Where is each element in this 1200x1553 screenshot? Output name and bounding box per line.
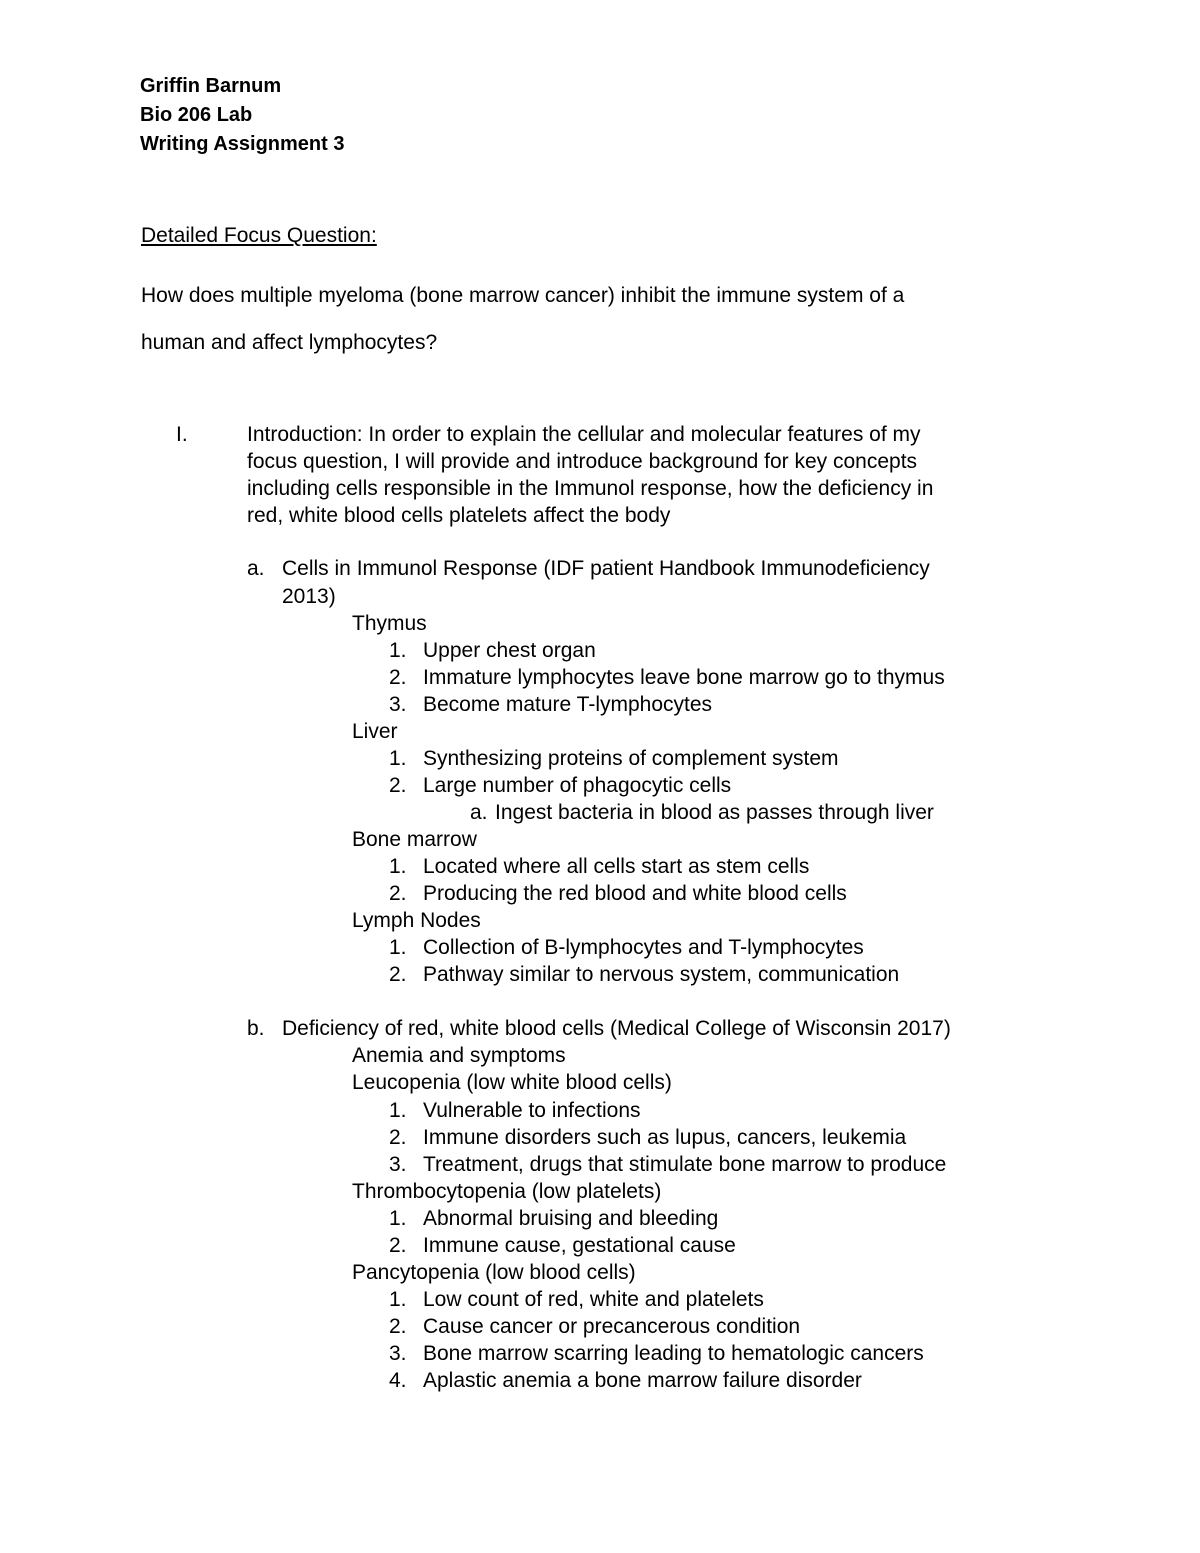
outline-marker: a.: [470, 801, 488, 824]
list-item: Bone marrow scarring leading to hematologic cancers: [423, 1342, 924, 1365]
section-b-title: Deficiency of red, white blood cells (Medical College of Wisconsin 2017): [282, 1017, 951, 1040]
list-item: Pathway similar to nervous system, communication: [423, 963, 900, 986]
list-item: Aplastic anemia a bone marrow failure disorder: [423, 1369, 862, 1392]
list-item: Leucopenia (low white blood cells): [352, 1071, 672, 1094]
list-item: Low count of red, white and platelets: [423, 1288, 764, 1311]
list-item: Upper chest organ: [423, 639, 596, 662]
list-item: Immune disorders such as lupus, cancers, leukemia: [423, 1126, 907, 1149]
list-item: Collection of B-lymphocytes and T-lymphocytes: [423, 936, 864, 959]
assignment-title: Writing Assignment 3: [140, 133, 345, 155]
list-item: Treatment, drugs that stimulate bone marrow to produce: [423, 1153, 947, 1176]
outline-marker: 1.: [389, 1207, 407, 1230]
outline-marker: a.: [247, 557, 265, 580]
outline-marker: 2.: [389, 1315, 407, 1338]
outline-marker: 1.: [389, 1099, 407, 1122]
list-item: Anemia and symptoms: [352, 1044, 566, 1067]
list-item: Thymus: [352, 612, 427, 635]
focus-question-line: How does multiple myeloma (bone marrow cancer) inhibit the immune system of a: [141, 284, 905, 307]
list-item: Located where all cells start as stem cells: [423, 855, 810, 878]
course-name: Bio 206 Lab: [140, 104, 253, 126]
section-a-title: Cells in Immunol Response (IDF patient Handbook Immunodeficiency: [282, 557, 930, 580]
outline-marker: 1.: [389, 1288, 407, 1311]
list-item: Producing the red blood and white blood cells: [423, 882, 847, 905]
list-item: Synthesizing proteins of complement system: [423, 747, 839, 770]
list-item: Lymph Nodes: [352, 909, 481, 932]
author-name: Griffin Barnum: [140, 75, 282, 97]
document-header: [140, 72, 344, 159]
list-item: Become mature T-lymphocytes: [423, 693, 713, 716]
outline-marker: 1.: [389, 747, 407, 770]
outline-marker: 4.: [389, 1369, 407, 1392]
list-item: Immature lymphocytes leave bone marrow go to thymus: [423, 666, 945, 689]
focus-question-label: Detailed Focus Question:: [141, 224, 377, 247]
outline-marker: 2.: [389, 963, 407, 986]
outline-marker: I.: [176, 423, 188, 446]
intro-line: including cells responsible in the Immunol response, how the deficiency in: [247, 477, 934, 500]
outline-marker: 3.: [389, 693, 407, 716]
outline-marker: 1.: [389, 936, 407, 959]
section-a-title: 2013): [282, 585, 336, 608]
outline-marker: 2.: [389, 774, 407, 797]
focus-question-line: human and affect lymphocytes?: [141, 331, 438, 354]
focus-question: [141, 272, 1041, 366]
list-item: Vulnerable to infections: [423, 1099, 641, 1122]
list-item: Immune cause, gestational cause: [423, 1234, 736, 1257]
intro-line: red, white blood cells platelets affect the body: [247, 504, 671, 527]
outline-marker: 3.: [389, 1153, 407, 1176]
list-item: Cause cancer or precancerous condition: [423, 1315, 801, 1338]
outline-marker: 3.: [389, 1342, 407, 1365]
list-item: Liver: [352, 720, 398, 743]
list-item: Large number of phagocytic cells: [423, 774, 732, 797]
intro-line: Introduction: In order to explain the cellular and molecular features of my: [247, 423, 921, 446]
list-item: Ingest bacteria in blood as passes through liver: [495, 801, 934, 824]
outline-marker: 1.: [389, 855, 407, 878]
list-item: Bone marrow: [352, 828, 477, 851]
outline-marker: 2.: [389, 666, 407, 689]
list-item: Thrombocytopenia (low platelets): [352, 1180, 662, 1203]
outline-marker: 1.: [389, 639, 407, 662]
outline-marker: 2.: [389, 1126, 407, 1149]
list-item: Pancytopenia (low blood cells): [352, 1261, 636, 1284]
outline-marker: b.: [247, 1017, 265, 1040]
outline-marker: 2.: [389, 882, 407, 905]
list-item: Abnormal bruising and bleeding: [423, 1207, 719, 1230]
intro-line: focus question, I will provide and introduce background for key concepts: [247, 450, 918, 473]
outline-marker: 2.: [389, 1234, 407, 1257]
